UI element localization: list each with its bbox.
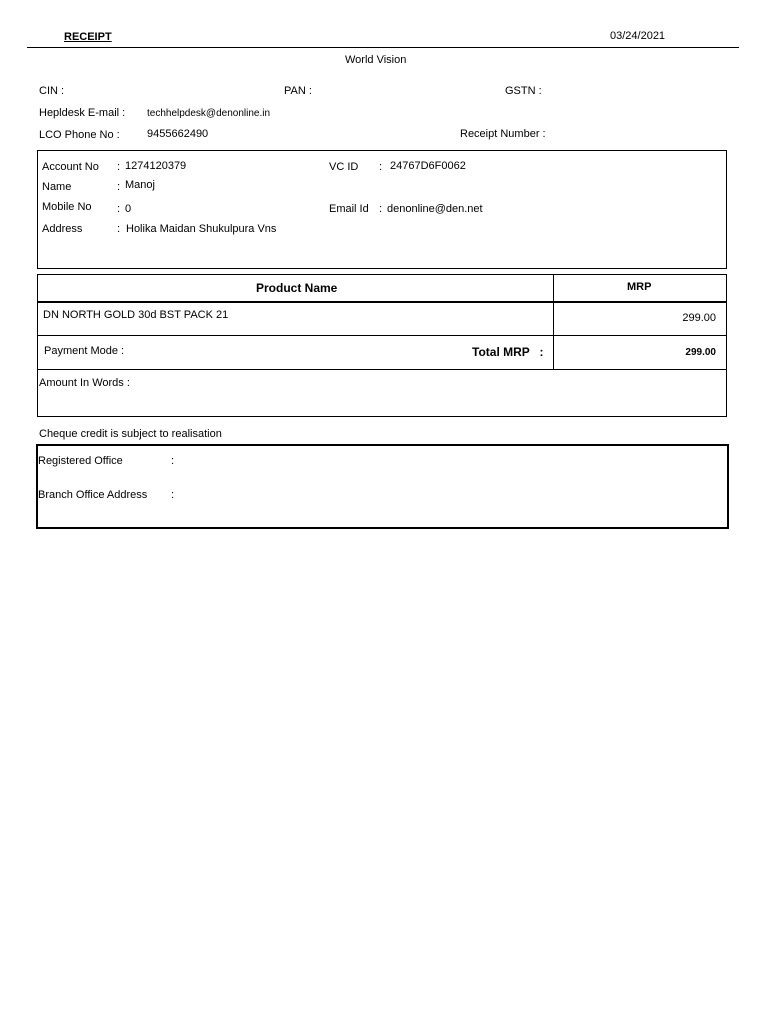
receipt-title: RECEIPT (64, 31, 112, 43)
table-header-divider (37, 301, 727, 303)
table-total-divider (37, 369, 727, 370)
cheque-note: Cheque credit is subject to realisation (39, 428, 222, 440)
account-no-label: Account No (42, 161, 99, 173)
product-row-name: DN NORTH GOLD 30d BST PACK 21 (43, 309, 229, 321)
mobile-no-colon: : (117, 203, 121, 215)
vc-id-label: VC ID (329, 161, 359, 173)
table-row-divider (37, 335, 727, 336)
branch-office-colon: : (171, 489, 175, 501)
helpdesk-email-label: Hepldesk E-mail : (39, 107, 126, 119)
address-value: Holika Maidan Shukulpura Vns (126, 223, 277, 235)
registered-office-colon: : (171, 455, 175, 467)
receipt-number-label: Receipt Number : (460, 128, 546, 140)
address-label: Address (42, 223, 83, 235)
email-id-value: denonline@den.net (387, 203, 483, 215)
total-mrp-label: Total MRP : (472, 345, 544, 359)
product-row-mrp: 299.00 (682, 312, 716, 324)
vc-id-value: 24767D6F0062 (390, 160, 466, 172)
name-label: Name (42, 181, 72, 193)
amount-in-words-label: Amount In Words : (39, 377, 130, 389)
mobile-no-label: Mobile No (42, 201, 92, 213)
product-table (37, 274, 727, 417)
account-no-value: 1274120379 (125, 160, 187, 172)
email-id-colon: : (379, 203, 383, 215)
registered-office-label: Registered Office (38, 455, 123, 467)
vc-id-colon: : (379, 161, 383, 173)
payment-mode-label: Payment Mode : (44, 345, 125, 357)
mobile-no-value: 0 (125, 203, 132, 215)
mrp-header: MRP (627, 281, 652, 293)
email-id-label: Email Id (329, 203, 369, 215)
table-column-divider (553, 274, 554, 369)
lco-phone-value: 9455662490 (147, 128, 209, 140)
helpdesk-email-value: techhelpdesk@denonline.in (147, 108, 271, 119)
cin-label: CIN : (39, 85, 65, 97)
office-address-box (36, 444, 729, 529)
header-divider (27, 47, 739, 48)
branch-office-label: Branch Office Address (38, 489, 148, 501)
account-no-colon: : (117, 161, 121, 173)
pan-label: PAN : (284, 85, 312, 97)
company-name: World Vision (345, 54, 407, 66)
address-colon: : (117, 223, 121, 235)
product-name-header: Product Name (256, 281, 338, 295)
lco-phone-label: LCO Phone No : (39, 129, 120, 141)
total-mrp-value: 299.00 (685, 347, 716, 358)
gstn-label: GSTN : (505, 85, 542, 97)
name-value: Manoj (125, 179, 155, 191)
receipt-date: 03/24/2021 (610, 30, 666, 42)
name-colon: : (117, 181, 121, 193)
